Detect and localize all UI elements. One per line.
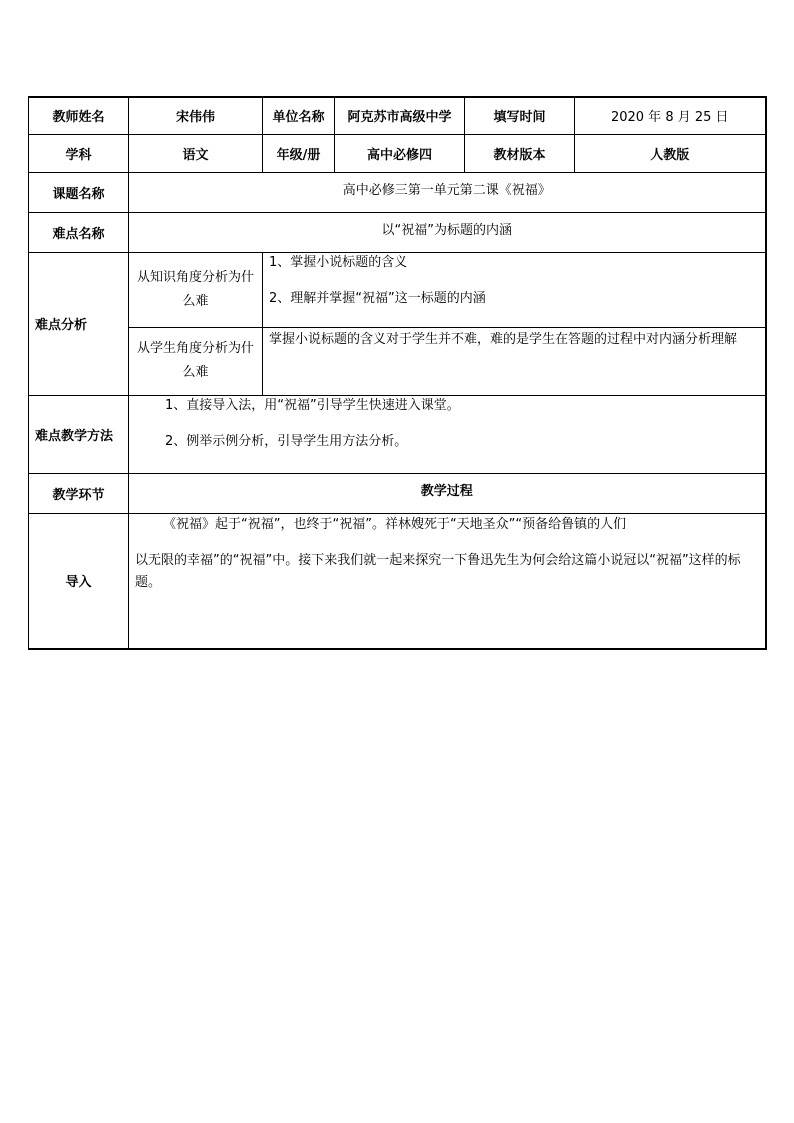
grade-value: 高中必修四 [335, 134, 465, 172]
method-row [29, 395, 766, 473]
subject-value: 语文 [129, 134, 263, 172]
analysis-row-knowledge [29, 252, 766, 327]
knowledge-point-2: 2、理解并掌握“祝福”这一标题的内涵 [269, 290, 486, 306]
student-analysis-text: 掌握小说标题的含义对于学生并不难，难的是学生在答题的过程中对内涵分析理解 [263, 327, 766, 395]
grade-label: 年级/册 [263, 134, 335, 172]
date-value: 2020 年 8 月 25 日 [575, 97, 766, 134]
student-angle-text: 从学生角度分析为什么难 [136, 341, 254, 380]
teacher-label: 教师姓名 [29, 97, 129, 134]
method-item-2: 2、例举示例分析，引导学生用方法分析。 [165, 433, 408, 449]
process-label: 教学过程 [129, 473, 766, 513]
date-label: 填写时间 [465, 97, 575, 134]
method-label: 难点教学方法 [29, 395, 129, 473]
lesson-plan-table [28, 96, 767, 650]
difficulty-row [29, 212, 766, 252]
analysis-row-student [29, 327, 766, 395]
intro-content [129, 513, 766, 649]
teacher-value: 宋伟伟 [129, 97, 263, 134]
unit-label: 单位名称 [263, 97, 335, 134]
intro-paragraph-2: 以无限的幸福”的“祝福”中。接下来我们就一起来探究一下鲁迅先生为何会给这篇小说冠以“祝福”这样的标题。 [135, 552, 741, 590]
stage-label: 教学环节 [29, 473, 129, 513]
lesson-row [29, 172, 766, 212]
knowledge-angle-label [129, 252, 263, 327]
difficulty-label: 难点名称 [29, 212, 129, 252]
method-items [129, 395, 766, 473]
method-item-1: 1、直接导入法，用“祝福”引导学生快速进入课堂。 [165, 397, 460, 413]
edition-label: 教材版本 [465, 134, 575, 172]
intro-label: 导入 [29, 513, 129, 649]
intro-paragraph-1: 《祝福》起于“祝福”，也终于“祝福”。祥林嫂死于“天地圣众”“预备给鲁镇的人们 [163, 516, 627, 532]
knowledge-points [263, 252, 766, 327]
process-header-row [29, 473, 766, 513]
lesson-label: 课题名称 [29, 172, 129, 212]
edition-value: 人教版 [575, 134, 766, 172]
analysis-label: 难点分析 [29, 252, 129, 395]
lesson-title: 高中必修三第一单元第二课《祝福》 [129, 172, 766, 212]
subject-label: 学科 [29, 134, 129, 172]
knowledge-point-1: 1、掌握小说标题的含义 [269, 254, 408, 270]
header-row-2 [29, 134, 766, 172]
knowledge-angle-text: 从知识角度分析为什么难 [136, 269, 254, 309]
header-row-1 [29, 97, 766, 134]
intro-row [29, 513, 766, 649]
unit-value: 阿克苏市高级中学 [335, 97, 465, 134]
difficulty-title: 以“祝福”为标题的内涵 [129, 212, 766, 252]
student-angle-label [129, 327, 263, 395]
